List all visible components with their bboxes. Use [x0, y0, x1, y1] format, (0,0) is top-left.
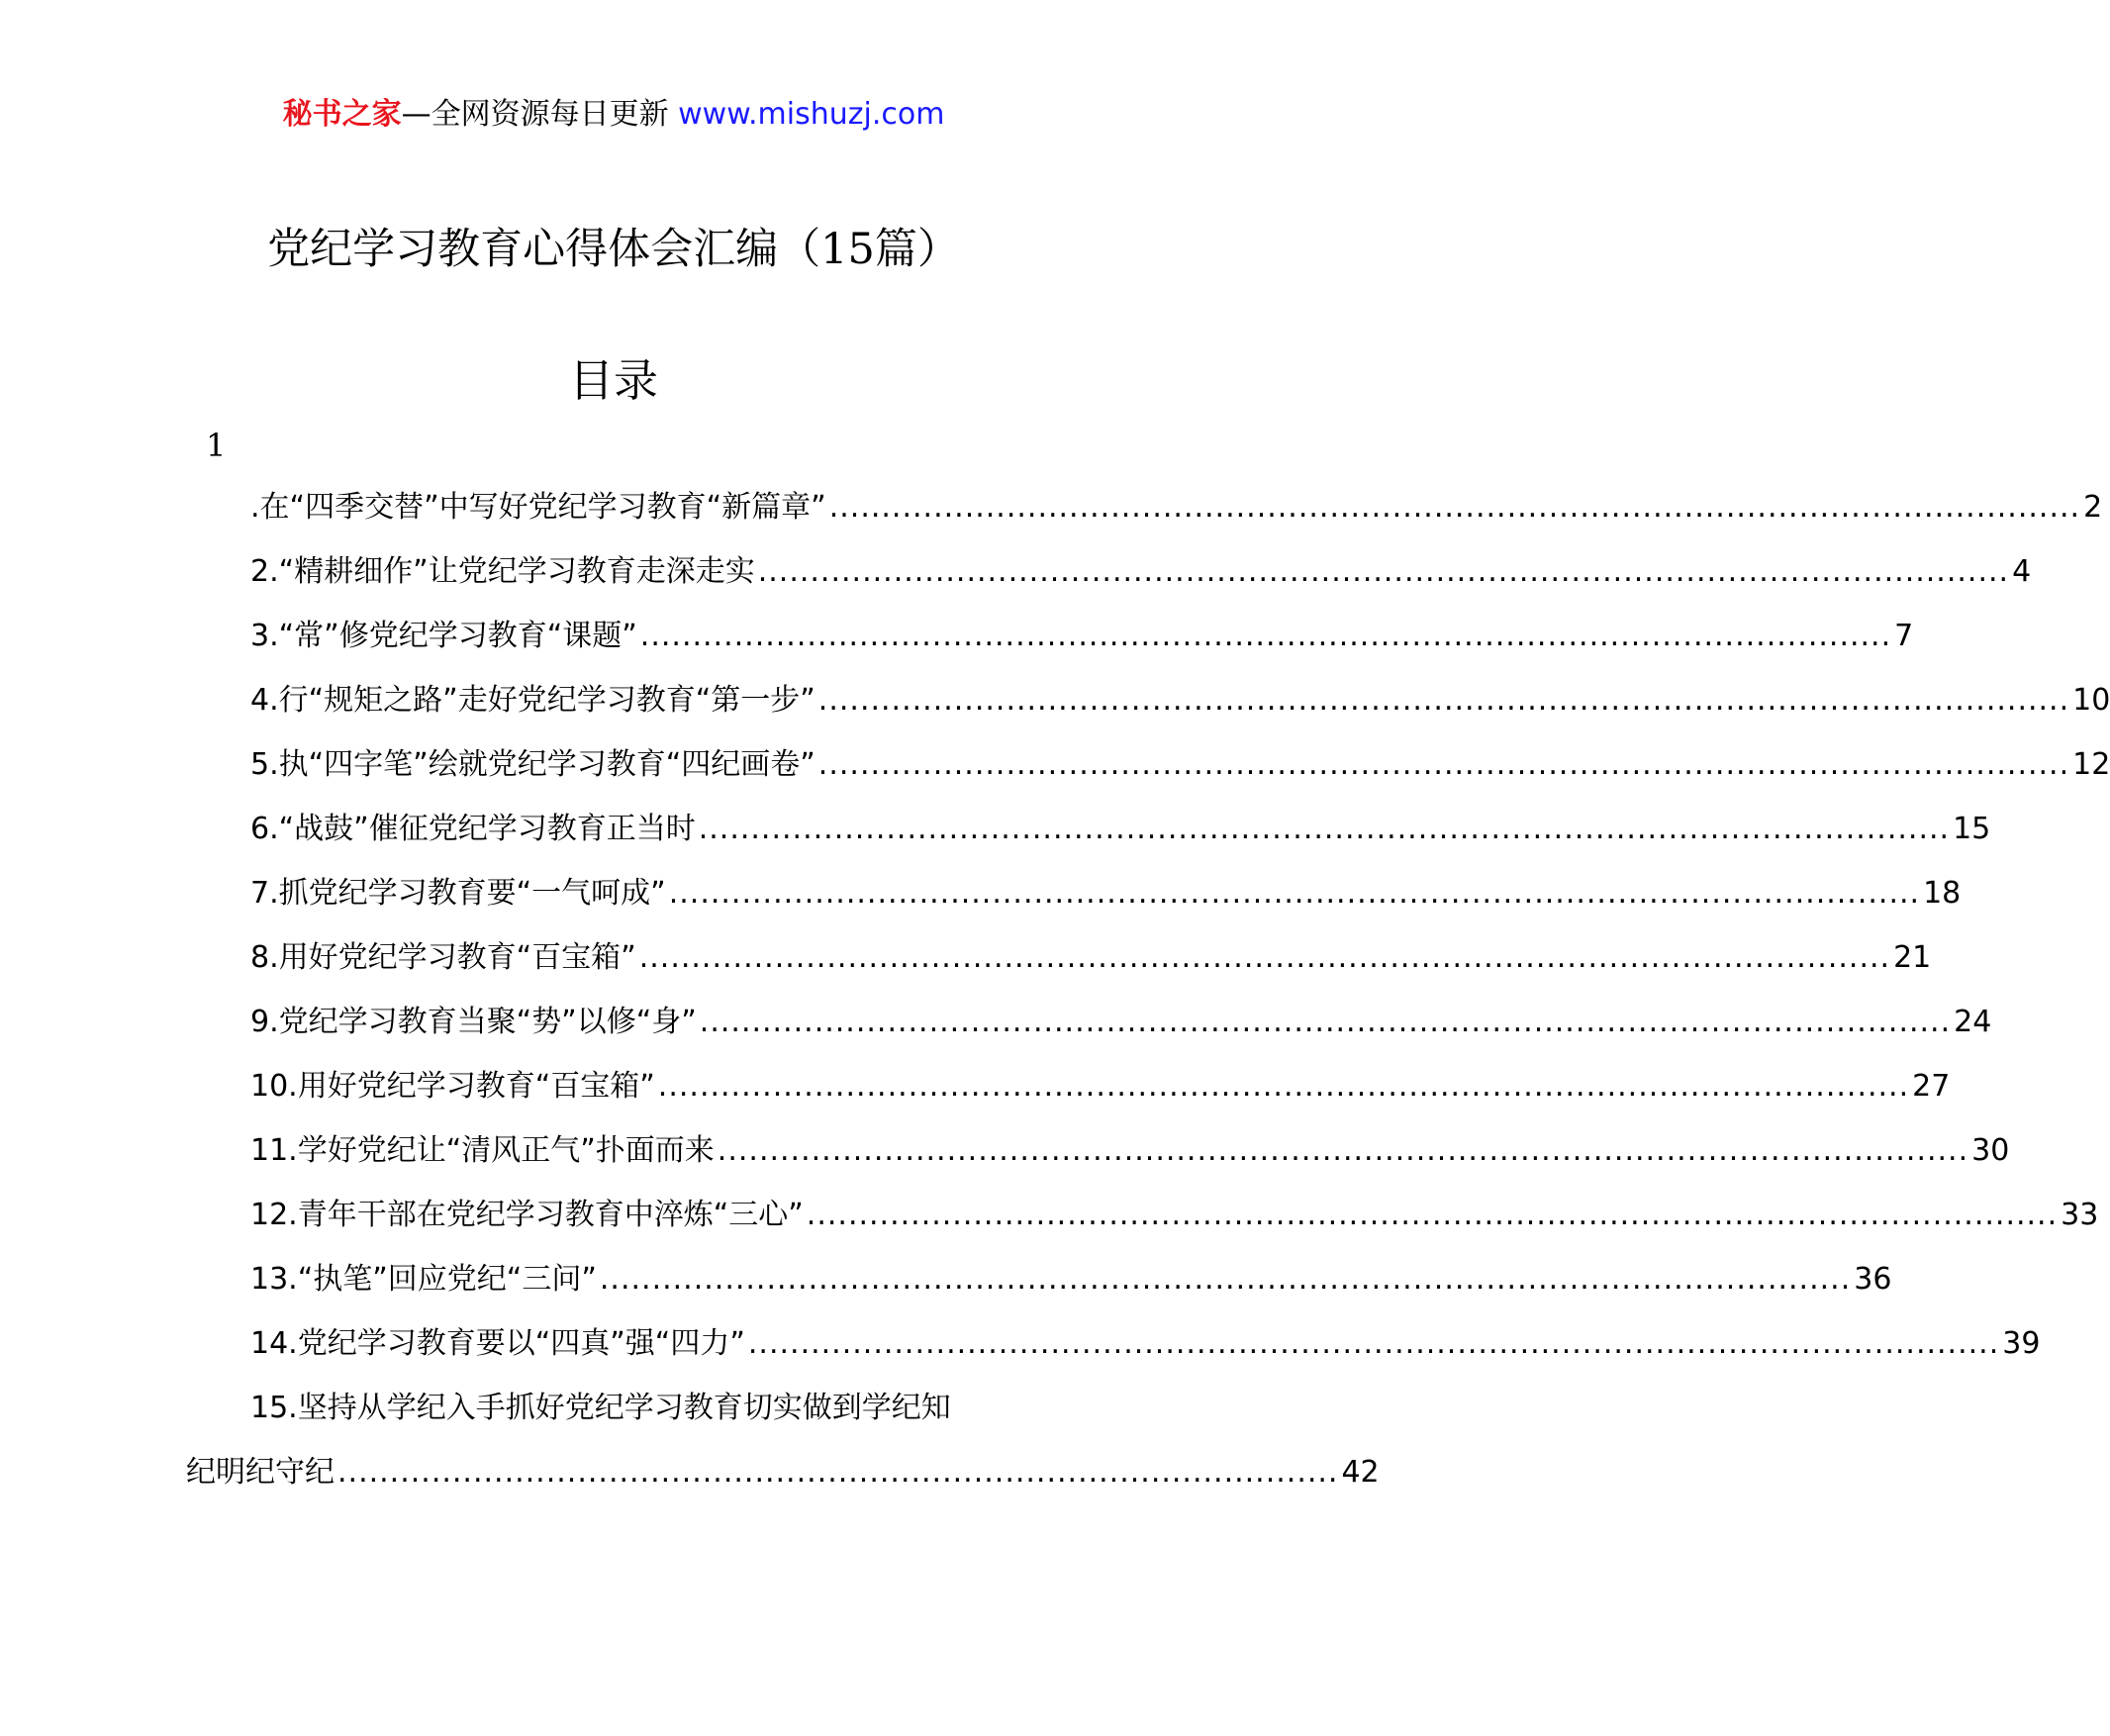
toc-entry[interactable]: [250, 1064, 1951, 1128]
toc-heading: 目录: [568, 354, 658, 407]
dot-leader: ........................................................................................................................: [699, 1005, 1952, 1039]
toc-entry[interactable]: [250, 485, 2103, 549]
toc-entry-text: 6.“战鼓”催征党纪学习教育正当时: [250, 812, 696, 846]
toc-page-number: 27: [1912, 1069, 1951, 1104]
toc-entry-text: 13.“执笔”回应党纪“三问”: [250, 1262, 597, 1297]
header-slogan: —全网资源每日更新: [401, 97, 669, 132]
table-of-contents: [250, 485, 2110, 1386]
toc-entry-text: 15.坚持从学纪入手抓好党纪学习教育切实做到学纪知: [250, 1391, 951, 1425]
dot-leader: ........................................................................................................................: [698, 812, 1951, 846]
dot-leader: ........................................................................................................................: [817, 683, 2070, 718]
site-header: [0, 95, 1227, 135]
toc-entry-text: 4.行“规矩之路”走好党纪学习教育“第一步”: [250, 683, 815, 718]
toc-page-number: 7: [1894, 619, 1914, 653]
toc-entry[interactable]: [250, 1128, 2010, 1193]
toc-entry-text-continued: 纪明纪守纪: [186, 1455, 335, 1490]
dot-leader: ........................................................................................................................: [717, 1133, 1969, 1168]
toc-entry[interactable]: [250, 1000, 1992, 1064]
toc-entry[interactable]: [250, 549, 2032, 614]
toc-entry[interactable]: [250, 1321, 2041, 1386]
toc-entry[interactable]: [250, 1257, 1892, 1321]
dot-leader: ........................................................................................................................: [757, 554, 2010, 589]
brand-name: 秘书之家: [282, 97, 402, 132]
toc-entry[interactable]: [250, 807, 1991, 871]
dot-leader: ........................................................................................................................: [657, 1069, 1910, 1104]
toc-page-number: 4: [2012, 554, 2032, 589]
dot-leader: ........................................................................................................................: [806, 1198, 2059, 1232]
toc-entry-text: 12.青年干部在党纪学习教育中淬炼“三心”: [250, 1198, 804, 1232]
toc-entry[interactable]: [250, 614, 1914, 678]
toc-entry[interactable]: [250, 1193, 2099, 1257]
toc-entry-text: 10.用好党纪学习教育“百宝箱”: [250, 1069, 655, 1104]
toc-entry-text: 8.用好党纪学习教育“百宝箱”: [250, 940, 636, 975]
toc-page-number: 30: [1971, 1133, 2010, 1168]
toc-page-number: 42: [1341, 1455, 1380, 1490]
dot-leader: ........................................................................................................................: [828, 490, 2081, 525]
dot-leader: ........................................................................................................................: [639, 619, 1892, 653]
toc-entry-text: 3.“常”修党纪学习教育“课题”: [250, 619, 637, 653]
toc-entry-text: 14.党纪学习教育要以“四真”强“四力”: [250, 1326, 745, 1361]
title-suffix: 篇）: [874, 225, 960, 274]
dot-leader: ........................................................................................................................: [747, 1326, 2000, 1361]
title-prefix: 党纪学习教育心得体会汇编（: [267, 225, 821, 274]
toc-entry[interactable]: [250, 742, 2110, 807]
toc-page-number: 39: [2002, 1326, 2041, 1361]
dot-leader: ........................................................................................................................: [817, 747, 2070, 782]
toc-entry-continuation: [186, 1450, 1380, 1495]
toc-page-number: 15: [1953, 812, 1991, 846]
dot-leader: ........................................................................................................................: [638, 940, 1891, 975]
toc-entry[interactable]: [250, 871, 1962, 935]
toc-page-number: 21: [1893, 940, 1932, 975]
stray-number: 1: [206, 427, 227, 464]
dot-leader: ........................................................................................................................: [668, 876, 1921, 911]
toc-entry-text: .在“四季交替”中写好党纪学习教育“新篇章”: [250, 490, 826, 525]
toc-entry[interactable]: [250, 935, 1932, 1000]
toc-entry-text: 11.学好党纪让“清风正气”扑面而来: [250, 1133, 715, 1168]
document-title: [0, 220, 1227, 279]
toc-page-number: 12: [2072, 747, 2110, 782]
toc-entry-text: 9.党纪学习教育当聚“势”以修“身”: [250, 1005, 697, 1039]
toc-entry-15[interactable]: [186, 1386, 1380, 1495]
toc-entry-text: 5.执“四字笔”绘就党纪学习教育“四纪画卷”: [250, 747, 815, 782]
toc-entry-text: 2.“精耕细作”让党纪学习教育走深走实: [250, 554, 755, 589]
toc-page-number: 18: [1923, 876, 1962, 911]
toc-page-number: 33: [2061, 1198, 2099, 1232]
toc-page-number: 36: [1854, 1262, 1892, 1297]
dot-leader: ................................................................................................: [337, 1455, 1339, 1490]
title-count: 15: [820, 225, 875, 274]
dot-leader: ........................................................................................................................: [599, 1262, 1852, 1297]
site-url-link[interactable]: www.mishuzj.com: [678, 97, 945, 132]
toc-page-number: 24: [1954, 1005, 1992, 1039]
toc-entry[interactable]: [250, 678, 2110, 742]
toc-entry-text: 7.抓党纪学习教育要“一气呵成”: [250, 876, 666, 911]
toc-page-number: 2: [2083, 490, 2103, 525]
toc-page-number: 10: [2072, 683, 2110, 718]
